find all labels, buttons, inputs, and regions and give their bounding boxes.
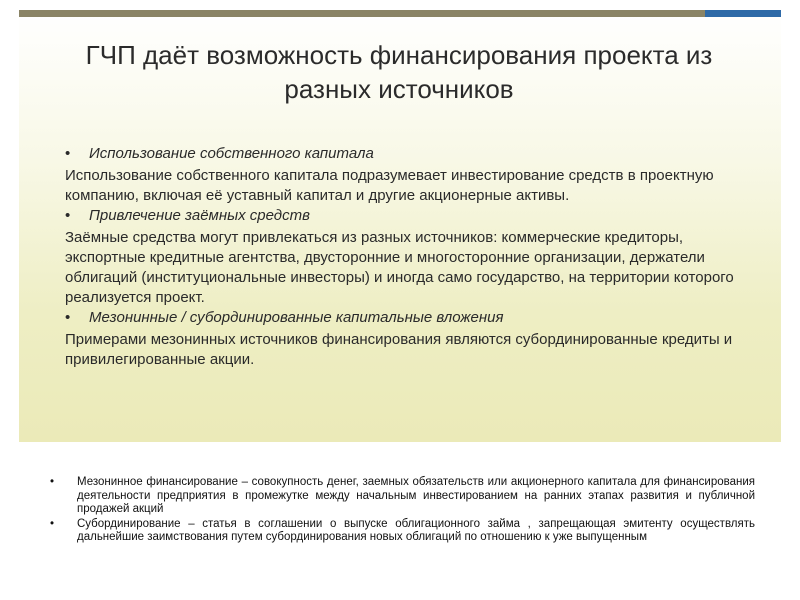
- slide-bullet-list: [65, 144, 755, 370]
- bullet-heading: [65, 308, 755, 328]
- bullet-dot: •: [65, 309, 71, 326]
- bullet-dot: •: [50, 476, 55, 488]
- slide-notes: [50, 476, 755, 546]
- bullet-heading: [65, 144, 755, 164]
- bullet-block-debt: [65, 206, 755, 308]
- bullet-dot: •: [65, 145, 71, 162]
- bullet-dot: •: [50, 517, 55, 530]
- slide-top-bar: [19, 10, 781, 17]
- bullet-heading-text: Мезонинные / субординированные капитальные вложения: [89, 309, 504, 326]
- bullet-block-mezzanine: [65, 308, 755, 370]
- bullet-block-equity: [65, 144, 755, 206]
- bullet-dot: •: [65, 207, 71, 224]
- bullet-paragraph: Примерами мезонинных источников финансирования являются субординированные кредиты и привилегированные акции.: [65, 331, 733, 368]
- bullet-heading-text: Привлечение заёмных средств: [89, 207, 310, 224]
- bullet-heading-text: Использование собственного капитала: [89, 145, 374, 162]
- bullet-paragraph: Использование собственного капитала подразумевает инвестирование средств в проектную компанию, включая её уставный капитал и другие акционерные активы.: [65, 167, 714, 204]
- bullet-paragraph: Заёмные средства могут привлекаться из разных источников: коммерческие кредиторы, экспортные кредитные агентства, двусторонние и многосторонние организации, держатели облигаций (институциональные инвесторы) и иногда само государство, на территории которого реализуется проект.: [65, 229, 734, 306]
- bullet-heading: [65, 206, 755, 226]
- note-item: [50, 518, 755, 545]
- slide: [19, 10, 781, 442]
- note-text: Мезонинное финансирование – совокупность денег, заемных обязательств или акционерного капитала для финансирования деятельности предприятия в промежутке между начальным инвестированием на ранних этапах развития и публичной продажей акций: [77, 476, 755, 515]
- note-item: [50, 476, 755, 517]
- note-text: Субординирование – статья в соглашении о выпуске облигационного займа , запрещающая эмитенту осуществлять дальнейшие заимствования путем субординирования новых облигаций по отношению к уже выпущенным: [77, 517, 755, 543]
- slide-title: ГЧП даёт возможность финансирования проекта из разных источников: [85, 40, 713, 104]
